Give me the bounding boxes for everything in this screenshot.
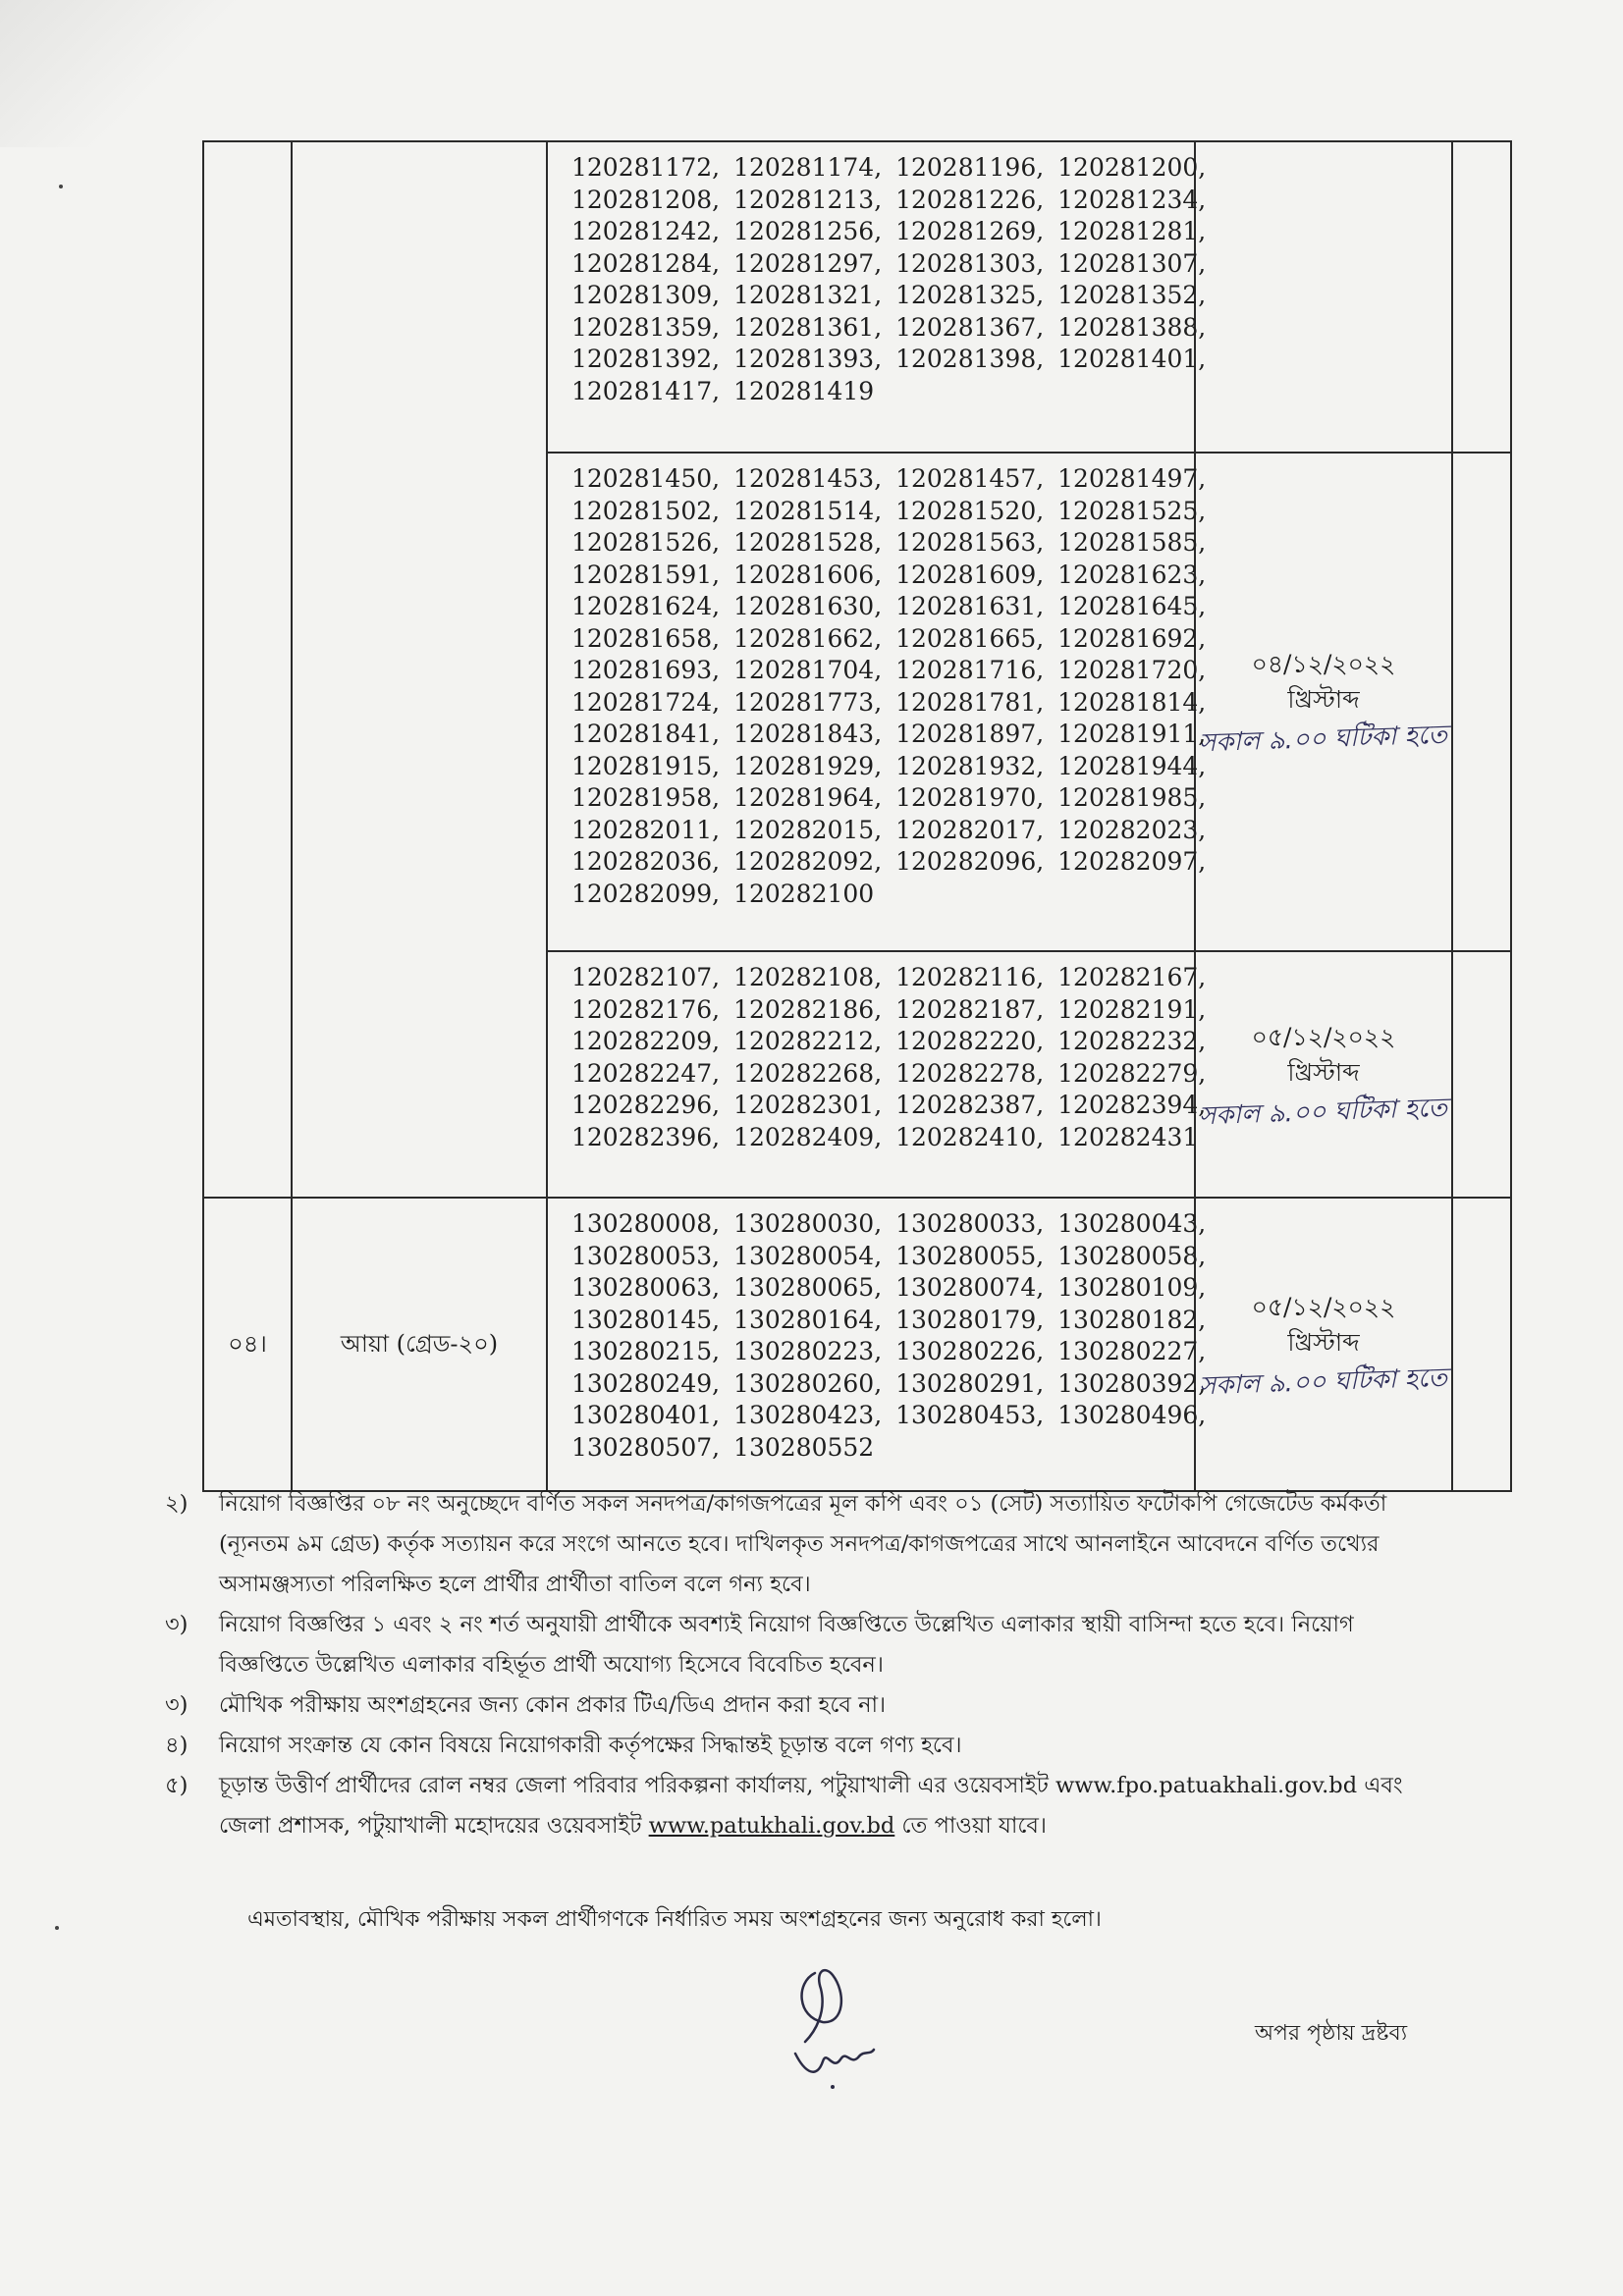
exam-date: ০৫/১২/২০২২ bbox=[1251, 1022, 1396, 1051]
scan-speck bbox=[55, 1926, 59, 1930]
roll-number-line: 120281915, 120281929, 120281932, 120281944, bbox=[571, 751, 1207, 780]
serial-number: ০৪। bbox=[228, 1330, 267, 1359]
roll-number-line: 120282209, 120282212, 120282220, 120282232, bbox=[571, 1027, 1207, 1055]
instruction-text: নিয়োগ বিজ্ঞপ্তির ০৮ নং অনুচ্ছেদে বর্ণিত সকল সনদপত্র/কাগজপত্রের মূল কপি এবং ০১ (সেট) সত্যায়িত ফটোকপি গেজেটেড কর্মকর্তা (ন্যূনতম ৯ম গ্রেড) কর্তৃক সত্যায়ন করে সংগে আনতে হবে। দাখিলকৃত সনদপত্র/কাগজপত্রের সাথে আনলাইনে আবেদনে বর্ণিত তথ্যের অসামঞ্জস্যতা পরিলক্ষিত হলে প্রার্থীর প্রার্থীতা বাতিল বলে গন্য হবে। bbox=[219, 1491, 1387, 1597]
roll-number-line: 120282396, 120282409, 120282410, 120282431 bbox=[571, 1122, 1199, 1151]
instruction-number: ৩) bbox=[165, 1612, 189, 1637]
roll-numbers-cell bbox=[547, 453, 1207, 951]
instructions-list bbox=[165, 1484, 1441, 1846]
exam-date-cell bbox=[1195, 1198, 1452, 1491]
roll-number-line: 120281417, 120281419 bbox=[571, 376, 875, 405]
scan-speck bbox=[59, 185, 63, 188]
exam-date: ০৪/১২/২০২২ bbox=[1251, 650, 1396, 678]
instruction-number: ৩) bbox=[165, 1692, 189, 1718]
roll-number-line: 120281208, 120281213, 120281226, 120281234, bbox=[571, 185, 1207, 214]
instruction-item bbox=[165, 1484, 1441, 1605]
roll-number-line: 120281359, 120281361, 120281367, 120281388, bbox=[571, 312, 1207, 342]
roll-number-line: 120282036, 120282092, 120282096, 120282097, bbox=[571, 847, 1207, 876]
roll-schedule-table bbox=[202, 140, 1512, 1492]
instruction-number: ২) bbox=[165, 1491, 189, 1517]
roll-number-line: 120281693, 120281704, 120281716, 120281720, bbox=[571, 656, 1207, 684]
roll-number-line: 120281502, 120281514, 120281520, 120281525, bbox=[571, 496, 1207, 525]
roll-number-line: 120281841, 120281843, 120281897, 120281911, bbox=[571, 720, 1207, 748]
table-row bbox=[203, 1198, 1511, 1491]
handwritten-time: সকাল ৯.০০ ঘটিকা হতে bbox=[1199, 1093, 1448, 1131]
year-word: খ্রিস্টাব্দ bbox=[1287, 685, 1360, 714]
post-cell bbox=[292, 1198, 547, 1491]
roll-number-line: 130280008, 130280030, 130280033, 130280043, bbox=[571, 1209, 1207, 1238]
roll-number-line: 130280053, 130280054, 130280055, 130280058, bbox=[571, 1241, 1207, 1270]
remarks-cell bbox=[1452, 453, 1511, 951]
handwritten-time: সকাল ৯.০০ ঘটিকা হতে bbox=[1199, 720, 1448, 759]
roll-number-line: 120282107, 120282108, 120282116, 120282167, bbox=[571, 963, 1207, 991]
roll-number-line: 120281309, 120281321, 120281325, 120281352, bbox=[571, 281, 1207, 309]
roll-number-line: 120281526, 120281528, 120281563, 120281585, bbox=[571, 528, 1207, 557]
turn-over-note: অপর পৃষ্ঠায় দ্রষ্টব্য bbox=[1255, 2021, 1408, 2046]
roll-number-line: 130280215, 130280223, 130280226, 130280227, bbox=[571, 1337, 1207, 1365]
website-link[interactable]: www.patukhali.gov.bd bbox=[648, 1813, 895, 1839]
roll-number-line: 120282176, 120282186, 120282187, 120282191, bbox=[571, 994, 1207, 1024]
instruction-number: ৪) bbox=[165, 1733, 189, 1758]
roll-numbers-cell bbox=[547, 951, 1207, 1198]
roll-list bbox=[571, 152, 1207, 409]
roll-number-line: 120281958, 120281964, 120281970, 120281985, bbox=[571, 783, 1207, 812]
handwritten-time: সকাল ৯.০০ ঘটিকা হতে bbox=[1199, 1362, 1448, 1401]
exam-date-cell bbox=[1195, 141, 1452, 453]
roll-number-line: 120281450, 120281453, 120281457, 120281497, bbox=[571, 464, 1207, 493]
instruction-text: মৌখিক পরীক্ষায় অংশগ্রহনের জন্য কোন প্রকার টিএ/ডিএ প্রদান করা হবে না। bbox=[219, 1692, 887, 1718]
remarks-cell bbox=[1452, 951, 1511, 1198]
instruction-text: নিয়োগ সংক্রান্ত যে কোন বিষয়ে নিয়োগকারী কর্তৃপক্ষের সিদ্ধান্তই চূড়ান্ত বলে গণ্য হবে। bbox=[219, 1733, 962, 1758]
year-word: খ্রিস্টাব্দ bbox=[1287, 1327, 1360, 1357]
instruction-number: ৫) bbox=[165, 1773, 189, 1798]
roll-number-line: 120281242, 120281256, 120281269, 120281281, bbox=[571, 217, 1207, 245]
post-name: আয়া (গ্রেড-২০) bbox=[340, 1330, 499, 1359]
roll-number-line: 120281658, 120281662, 120281665, 120281692, bbox=[571, 623, 1207, 653]
roll-number-line: 120282099, 120282100 bbox=[571, 879, 875, 908]
scanned-page-corner bbox=[0, 0, 255, 147]
roll-number-line: 130280063, 130280065, 130280074, 130280109, bbox=[571, 1273, 1207, 1302]
roll-number-line: 120282296, 120282301, 120282387, 120282394, bbox=[571, 1091, 1207, 1119]
roll-number-line: 120282011, 120282015, 120282017, 120282023, bbox=[571, 815, 1207, 844]
instruction-item bbox=[165, 1726, 1441, 1766]
roll-number-line: 120281172, 120281174, 120281196, 120281200, bbox=[571, 153, 1207, 182]
instruction-item bbox=[165, 1766, 1441, 1846]
roll-number-line: 120282247, 120282268, 120282278, 120282279, bbox=[571, 1058, 1207, 1088]
serial-cell bbox=[203, 1198, 292, 1491]
roll-number-line: 120281591, 120281606, 120281609, 120281623, bbox=[571, 560, 1207, 589]
roll-numbers-cell bbox=[547, 141, 1207, 453]
signature-image bbox=[776, 1963, 923, 2091]
table-row bbox=[203, 141, 1511, 453]
roll-list bbox=[571, 1208, 1207, 1466]
roll-numbers-cell bbox=[547, 1198, 1207, 1491]
exam-date: ০৫/১২/২০২২ bbox=[1251, 1292, 1396, 1321]
instruction-text: নিয়োগ বিজ্ঞপ্তির ১ এবং ২ নং শর্ত অনুযায়ী প্রার্থীকে অবশ্যই নিয়োগ বিজ্ঞপ্তিতে উল্লেখিত এলাকার স্থায়ী বাসিন্দা হতে হবে। নিয়োগ বিজ্ঞপ্তিতে উল্লেখিত এলাকার বহির্ভূত প্রার্থী অযোগ্য হিসেবে বিবেচিত হবেন। bbox=[219, 1612, 1354, 1678]
instruction-text: চূড়ান্ত উত্তীর্ণ প্রার্থীদের রোল নম্বর জেলা পরিবার পরিকল্পনা কার্যালয়, পটুয়াখালী এর ওয়েবসাইট www.fpo.patuakhali.gov.bd এবং জেলা প্রশাসক, পটুয়াখালী মহোদয়ের ওয়েবসাইট bbox=[219, 1773, 1403, 1839]
year-word: খ্রিস্টাব্দ bbox=[1287, 1057, 1360, 1087]
exam-date-cell bbox=[1195, 951, 1452, 1198]
remarks-cell bbox=[1452, 141, 1511, 453]
roll-number-line: 130280249, 130280260, 130280291, 130280392, bbox=[571, 1368, 1207, 1398]
roll-number-line: 130280507, 130280552 bbox=[571, 1432, 875, 1462]
roll-number-line: 130280145, 130280164, 130280179, 130280182, bbox=[571, 1305, 1207, 1334]
roll-number-line: 120281284, 120281297, 120281303, 120281307, bbox=[571, 248, 1207, 278]
roll-number-line: 120281392, 120281393, 120281398, 120281401, bbox=[571, 345, 1207, 373]
instruction-item bbox=[165, 1605, 1441, 1685]
roll-number-line: 120281724, 120281773, 120281781, 120281814, bbox=[571, 687, 1207, 717]
roll-list bbox=[571, 463, 1207, 912]
closing-request: এমতাবস্থায়, মৌখিক পরীক্ষায় সকল প্রার্থীগণকে নির্ধারিত সময় অংশগ্রহনের জন্য অনুরোধ করা হলো। bbox=[247, 1907, 1102, 1932]
exam-date-cell bbox=[1195, 453, 1452, 951]
roll-number-line: 130280401, 130280423, 130280453, 130280496, bbox=[571, 1401, 1207, 1429]
remarks-cell bbox=[1452, 1198, 1511, 1491]
instruction-item bbox=[165, 1685, 1441, 1726]
serial-cell bbox=[203, 141, 292, 1198]
roll-list bbox=[571, 962, 1207, 1155]
post-cell bbox=[292, 141, 547, 1198]
instruction-text: তে পাওয়া যাবে। bbox=[894, 1813, 1047, 1839]
roll-number-line: 120281624, 120281630, 120281631, 120281645, bbox=[571, 592, 1207, 620]
